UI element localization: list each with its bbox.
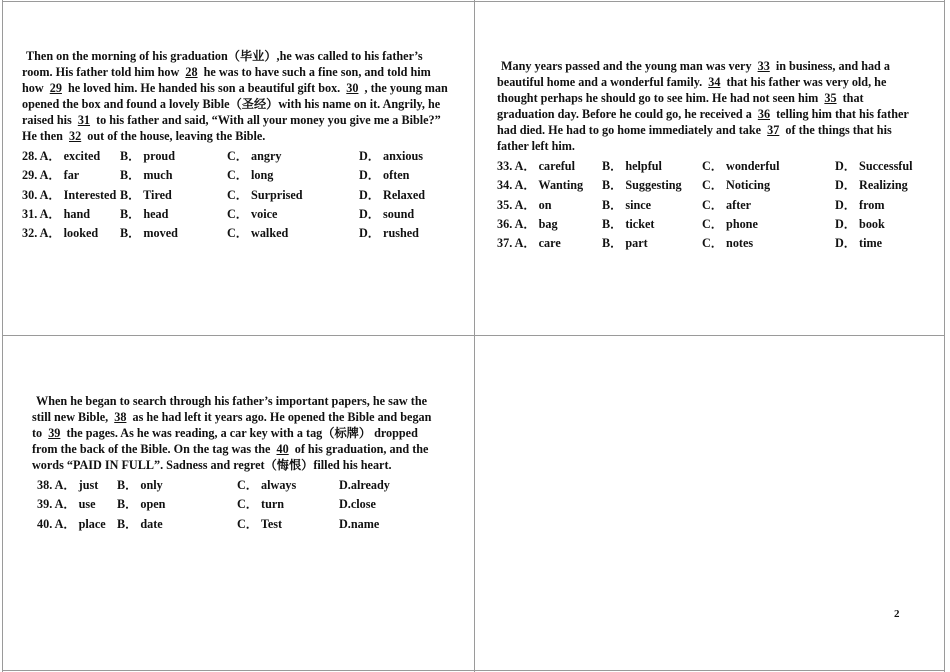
- option-d: D． anxious: [359, 149, 424, 163]
- question-options-row: [32, 477, 432, 496]
- option-c: C． voice: [227, 206, 278, 221]
- passage-text: Then on the morning of his graduation（毕业）,he was called to his father’s room. His father told him how: [22, 49, 423, 79]
- question-options-row: [22, 225, 454, 244]
- blank-37: 37: [767, 123, 780, 137]
- option-d: D． time: [835, 236, 883, 251]
- panel-bottom-left: [32, 393, 432, 535]
- passage-text: of the things that his father left him.: [497, 123, 892, 153]
- option-d: D.already: [339, 478, 390, 492]
- option-b: B． moved: [120, 226, 178, 241]
- panel-top-left: [22, 48, 454, 244]
- center-divider-horizontal: [2, 335, 945, 336]
- blank-40: 40: [276, 442, 289, 456]
- option-d: D． Successful: [835, 159, 913, 173]
- option-c: C． phone: [702, 216, 758, 231]
- question-options-row: [497, 235, 922, 254]
- option-a: 37. A． care: [497, 236, 561, 251]
- blank-29: 29: [49, 81, 62, 95]
- option-d: D． sound: [359, 206, 415, 221]
- option-c: C． turn: [237, 497, 285, 512]
- question-options-row: [497, 158, 922, 177]
- passage-text: he loved him. He handed his son a beautiful gift box.: [64, 81, 344, 95]
- center-divider-vertical: [474, 0, 475, 672]
- question-options-row: [497, 197, 922, 216]
- option-d: D.name: [339, 516, 380, 531]
- option-b: B． Tired: [120, 187, 172, 202]
- passage-text: When he began to search through his father’s important papers, he saw the still new Bible,: [32, 394, 428, 424]
- question-options-row: [22, 187, 454, 206]
- option-d: D． Realizing: [835, 178, 908, 193]
- passage-text: that his father was very old, he thought perhaps he should go to see him. He had not seen him: [497, 75, 887, 105]
- blank-34: 34: [708, 75, 721, 89]
- option-a: 28. A． excited: [22, 149, 101, 163]
- option-b: B． helpful: [602, 159, 662, 173]
- option-b: B． ticket: [602, 216, 655, 231]
- option-a: 40. A． place: [37, 516, 106, 531]
- option-d: D． Relaxed: [359, 187, 426, 202]
- option-b: B． date: [117, 516, 163, 531]
- blank-30: 30: [346, 81, 359, 95]
- passage-text: as he had left it years ago. He opened the Bible and began to: [32, 410, 432, 440]
- option-d: D． often: [359, 168, 410, 183]
- blank-38: 38: [114, 410, 127, 424]
- option-b: B． part: [602, 236, 648, 251]
- option-d: D． from: [835, 197, 885, 212]
- frame-left-line: [2, 0, 3, 672]
- option-a: 34. A． Wanting: [497, 178, 584, 193]
- option-d: D． rushed: [359, 226, 419, 241]
- option-d: D． book: [835, 216, 885, 231]
- passage-text: out of the house, leaving the Bible.: [84, 129, 266, 143]
- option-a: 35. A． on: [497, 197, 552, 212]
- question-options-row: [22, 148, 454, 167]
- option-a: 29. A． far: [22, 168, 80, 183]
- passage-text: , the young man opened the box and found a lovely Bible（圣经）with his name on it. Angrily, he raised his: [22, 81, 448, 127]
- option-b: B． Suggesting: [602, 178, 682, 193]
- option-b: B． open: [117, 497, 166, 512]
- option-a: 32. A． looked: [22, 226, 99, 241]
- blank-39: 39: [48, 426, 61, 440]
- options-list: [32, 477, 432, 535]
- option-c: C． Test: [237, 516, 283, 531]
- panel-top-right: [497, 58, 922, 254]
- option-c: C． walked: [227, 226, 289, 241]
- option-b: B． since: [602, 197, 652, 212]
- page-number: 2: [894, 608, 900, 620]
- frame-bottom-line: [2, 670, 945, 671]
- question-options-row: [497, 177, 922, 196]
- question-options-row: [497, 216, 922, 235]
- frame-top-line: [2, 1, 945, 2]
- question-options-row: [32, 516, 432, 535]
- passage-text: in business, and had a beautiful home and a wonderful family.: [497, 59, 890, 89]
- option-b: B． only: [117, 478, 163, 492]
- option-a: 36. A． bag: [497, 216, 558, 231]
- option-b: B． much: [120, 168, 173, 183]
- options-list: [22, 148, 454, 244]
- question-options-row: [32, 496, 432, 515]
- passage-text: to his father and said, “With all your money you give me a Bible?” He then: [22, 113, 441, 143]
- passage-text: he was to have such a fine son, and told him how: [22, 65, 431, 95]
- option-c: C． always: [237, 478, 297, 492]
- blank-36: 36: [757, 107, 771, 121]
- passage-text: of his graduation, and the words “PAID IN FULL”. Sadness and regret（悔恨）filled his heart.: [32, 442, 429, 472]
- option-b: B． proud: [120, 149, 175, 163]
- option-c: C． long: [227, 168, 274, 183]
- option-a: 33. A． careful: [497, 159, 575, 173]
- passage-paragraph: [32, 393, 432, 473]
- passage-text: the pages. As he was reading, a car key with a tag（标牌） dropped from the back of the Bible. On the tag was the: [32, 426, 418, 456]
- blank-35: 35: [824, 91, 837, 105]
- question-options-row: [22, 167, 454, 186]
- blank-31: 31: [77, 113, 91, 127]
- option-c: C． angry: [227, 149, 282, 163]
- blank-33: 33: [757, 59, 770, 73]
- option-a: 31. A． hand: [22, 206, 91, 221]
- passage-text: that graduation day. Before he could go, he received a: [497, 91, 864, 121]
- passage-paragraph: [22, 48, 454, 144]
- blank-28: 28: [185, 65, 198, 79]
- blank-32: 32: [69, 129, 82, 143]
- option-c: C． after: [702, 197, 752, 212]
- frame-right-line: [944, 0, 945, 672]
- option-b: B． head: [120, 206, 169, 221]
- option-c: C． wonderful: [702, 159, 780, 173]
- option-c: C． Noticing: [702, 178, 771, 193]
- option-d: D.close: [339, 497, 376, 512]
- passage-text: telling him that his father had died. He had to go home immediately and take: [497, 107, 909, 137]
- passage-paragraph: [497, 58, 922, 154]
- options-list: [497, 158, 922, 254]
- option-a: 38. A． just: [37, 478, 99, 492]
- option-a: 30. A． Interested: [22, 187, 117, 202]
- passage-text: Many years passed and the young man was very: [501, 59, 755, 73]
- option-a: 39. A． use: [37, 497, 96, 512]
- question-options-row: [22, 206, 454, 225]
- option-c: C． notes: [702, 236, 754, 251]
- option-c: C． Surprised: [227, 187, 303, 202]
